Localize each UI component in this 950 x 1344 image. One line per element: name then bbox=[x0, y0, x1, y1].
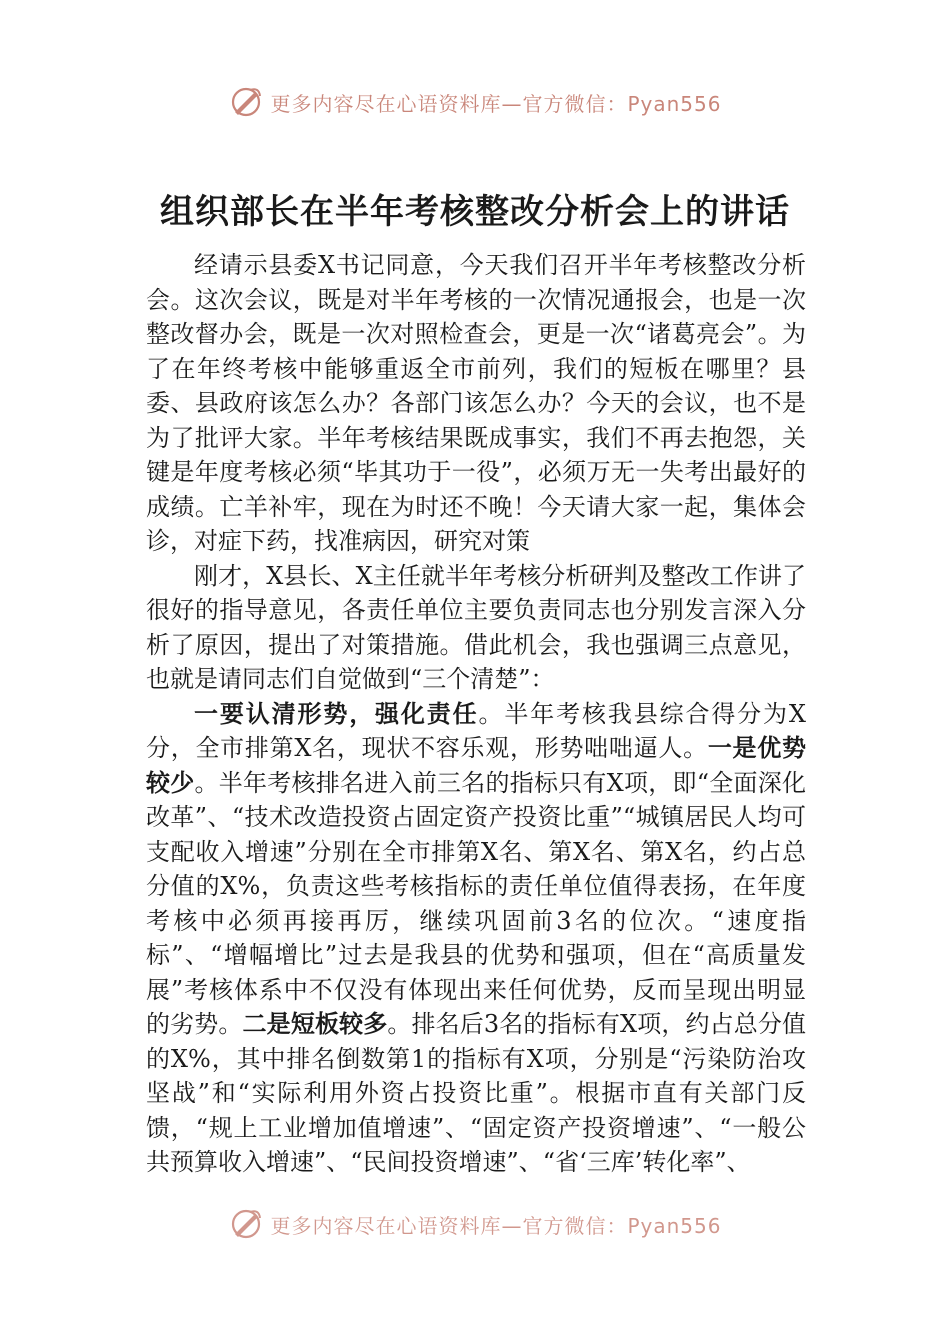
logo-pen-icon bbox=[228, 1206, 264, 1242]
paragraph-text: 经请示县委X书记同意，今天我们召开半年考核整改分析会。这次会议，既是对半年考核的一次情况通报会，也是一次整改督办会，既是一次对照检查会，更是一次“诸葛亮会”。为了在年终考核中能够重返全市前列，我们的短板在哪里？县委、县政府该怎么办？各部门该怎么办？今天的会议，也不是为了批评大家。半年考核结果既成事实，我们不再去抱怨，关键是年度考核必须“毕其功于一役”，必须万无一失考出最好的成绩。亡羊补牢，现在为时还不晚！今天请大家一起，集体会诊，对症下药，找准病因，研究对策 bbox=[146, 251, 806, 555]
page-title: 组织部长在半年考核整改分析会上的讲话 bbox=[160, 192, 790, 232]
bold-heading-text: 一要认清形势，强化责任 bbox=[194, 699, 479, 728]
paragraph-text: 。排名后3名的指标有X项，约占总分值的X%，其中排名倒数第1的指标有X项，分别是“污染防治攻坚战”和“实际利用外资占投资比重”。根据市直有关部门反馈，“规上工业增加值增速”、“固定资产投资增速”、“一般公共预算收入增速”、“民间投资增速”、“省‘三库’转化率”、 bbox=[146, 1010, 806, 1176]
paragraph-text: 。半年考核排名进入前三名的指标只有X项，即“全面深化改革”、“技术改造投资占固定资产投资比重”“城镇居民人均可支配收入增速”分别在全市排第X名、第X名、第X名，约占总分值的X%，负责这些考核指标的责任单位值得表扬，在年度考核中必须再接再厉，继续巩固前3名的位次。“速度指标”、“增幅增比”过去是我县的优势和强项，但在“高质量发展”考核体系中不仅没有体现出来任何优势，反而呈现出明显的劣势。 bbox=[146, 768, 806, 1038]
document-body bbox=[146, 248, 806, 1214]
bold-heading-text: 一是优势较少 bbox=[146, 734, 806, 797]
paragraph-text: 。半年考核我县综合得分为X分，全市排第X名，现状不容乐观，形势咄咄逼人。 bbox=[146, 699, 806, 762]
bold-heading-text: 二是短板较多 bbox=[242, 1010, 388, 1038]
logo-pen-icon bbox=[228, 84, 264, 120]
watermark-text: 更多内容尽在心语资料库—官方微信：Pyan556 bbox=[270, 91, 722, 116]
paragraph-text: 刚才，X县长、X主任就半年考核分析研判及整改工作讲了很好的指导意见，各责任单位主要负责同志也分别发言深入分析了原因，提出了对策措施。借此机会，我也强调三点意见，也就是请同志们自觉做到“三个清楚”： bbox=[146, 561, 806, 693]
paragraph bbox=[146, 248, 806, 559]
watermark-footer bbox=[0, 1204, 950, 1244]
paragraph bbox=[146, 559, 806, 697]
paragraph bbox=[146, 697, 806, 1180]
watermark-header bbox=[0, 82, 950, 122]
watermark-text: 更多内容尽在心语资料库—官方微信：Pyan556 bbox=[270, 1213, 722, 1238]
